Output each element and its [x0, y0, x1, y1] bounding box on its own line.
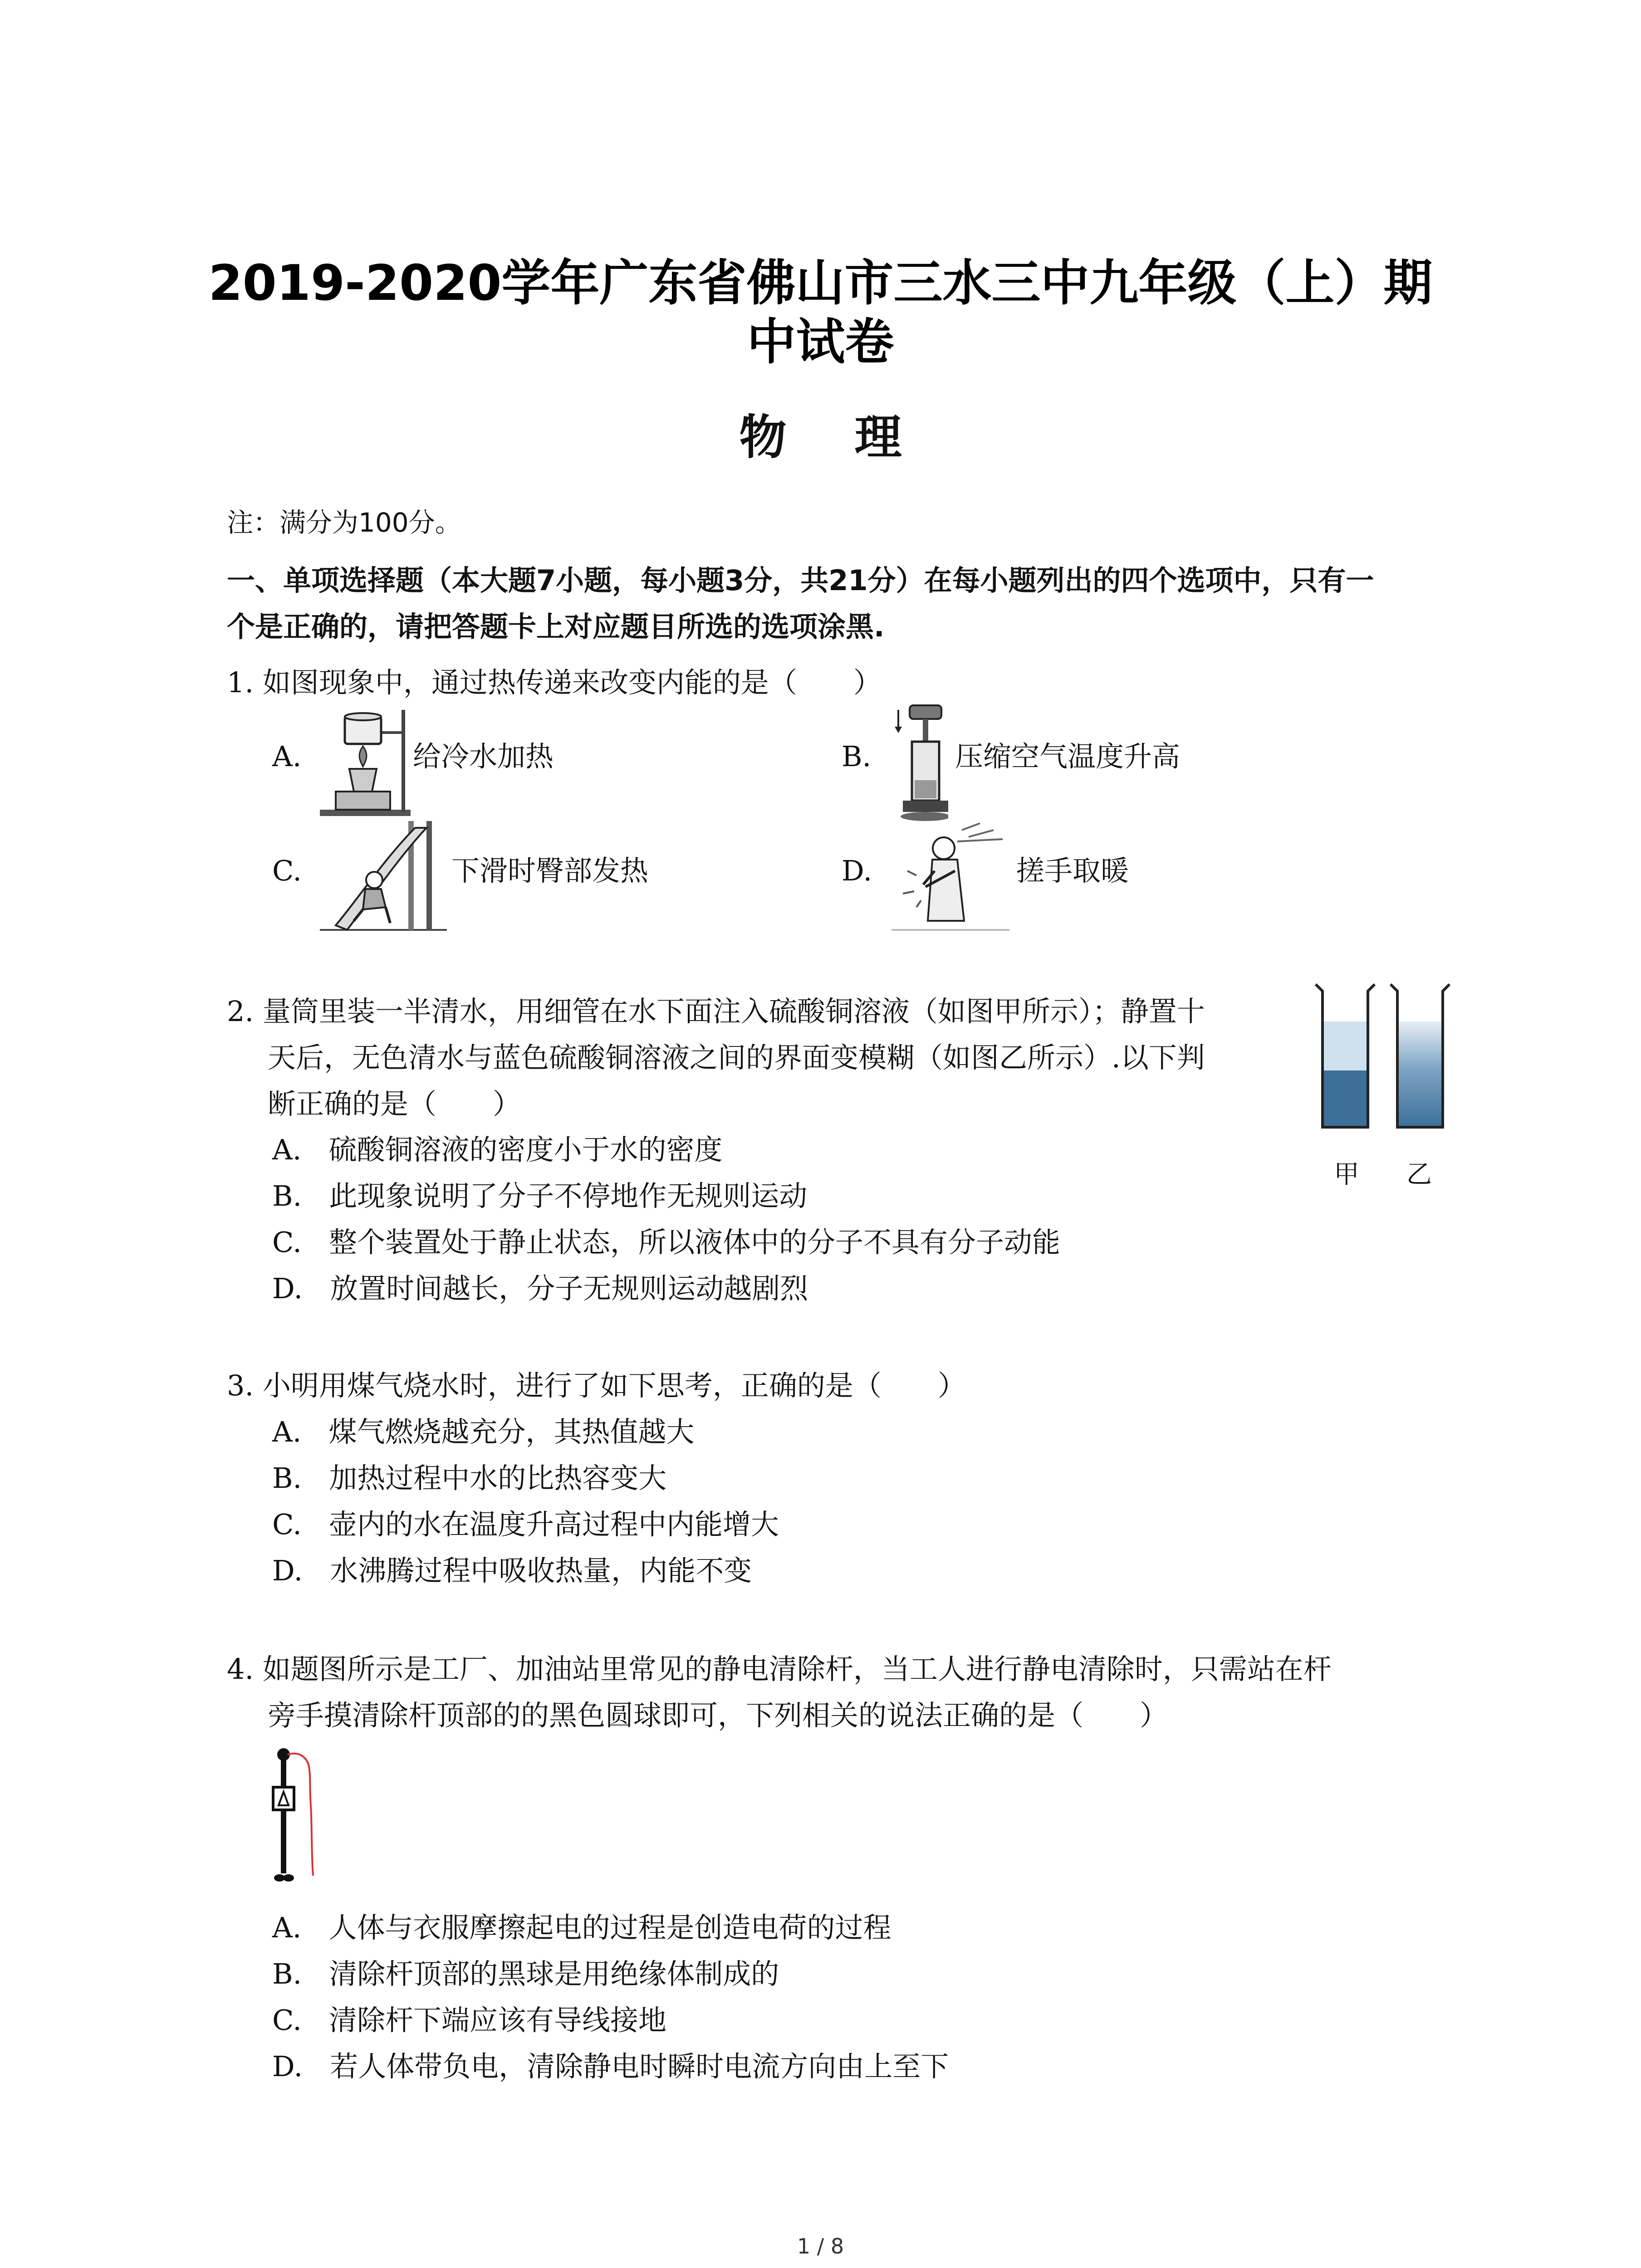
q4-option-d-text: 若人体带负电，清除静电时瞬时电流方向由上至下 — [330, 2050, 949, 2083]
q2-option-b-text: 此现象说明了分子不停地作无规则运动 — [329, 1179, 808, 1212]
q2-figure-measuring-cylinders — [1311, 980, 1461, 1152]
q2-option-a-label: A. — [272, 1133, 302, 1166]
q2-option-c — [272, 1224, 1060, 1261]
q2-option-c-label: C. — [272, 1226, 302, 1259]
q3-option-c-label: C. — [272, 1508, 302, 1541]
q4-option-b-text: 清除杆顶部的黑球是用绝缘体制成的 — [329, 1957, 779, 1990]
page-number: 1 / 8 — [797, 2234, 844, 2258]
q3-option-b-label: B. — [272, 1461, 302, 1495]
q4-figure-static-discharge-rod — [268, 1746, 331, 1892]
q2-option-d-label: D. — [272, 1272, 303, 1305]
q2-option-d-text: 放置时间越长，分子无规则运动越剧烈 — [330, 1272, 808, 1305]
question-3-stem: 3. 小明用煤气烧水时，进行了如下思考，正确的是（ ） — [227, 1369, 966, 1402]
q4-option-a — [272, 1910, 892, 1946]
q4-option-b-label: B. — [272, 1957, 302, 1990]
question-4-stem-line1: 4. 如题图所示是工厂、加油站里常见的静电清除杆，当工人进行静电清除时，只需站在杆 — [227, 1652, 1332, 1686]
q2-option-b — [272, 1178, 807, 1214]
q2-option-a — [272, 1132, 723, 1168]
q3-option-a-label: A. — [272, 1415, 302, 1448]
tube-label-yi: 乙 — [1406, 1160, 1432, 1189]
section-heading-line1: 一、单项选择题（本大题7小题，每小题3分，共21分）在每小题列出的四个选项中，只有一 — [227, 564, 1374, 597]
q1-figure-d-rubbing-hands — [889, 816, 1012, 934]
q3-option-d — [272, 1553, 752, 1589]
q2-option-a-text: 硫酸铜溶液的密度小于水的密度 — [328, 1133, 723, 1166]
q2-option-d — [272, 1271, 808, 1307]
q4-option-c — [272, 2002, 666, 2038]
q1-option-d-text: 搓手取暖 — [1016, 854, 1129, 887]
cylinder-yi — [1391, 984, 1450, 1127]
question-2-stem-line1: 2. 量筒里装一半清水，用细管在水下面注入硫酸铜溶液（如图甲所示）；静置十 — [227, 995, 1205, 1028]
q1-option-a-label: A. — [272, 740, 302, 773]
q4-option-c-text: 清除杆下端应该有导线接地 — [328, 2004, 666, 2037]
q1-option-a-text: 给冷水加热 — [413, 740, 554, 773]
q4-option-b — [272, 1956, 779, 1992]
q3-option-b-text: 加热过程中水的比热容变大 — [329, 1461, 667, 1495]
q1-figure-c-slide — [318, 816, 449, 934]
question-1-stem: 1. 如图现象中，通过热传递来改变内能的是（ ） — [227, 666, 882, 699]
q1-option-c-text: 下滑时臀部发热 — [451, 854, 649, 887]
q4-option-c-label: C. — [272, 2004, 302, 2037]
cylinder-jia — [1316, 984, 1375, 1127]
q3-option-a — [272, 1414, 695, 1450]
subject-heading: 物理 — [739, 410, 970, 465]
q2-option-c-text: 整个装置处于静止状态，所以液体中的分子不具有分子动能 — [328, 1226, 1060, 1259]
q3-option-d-label: D. — [272, 1554, 303, 1587]
exam-title-line2: 中试卷 — [747, 314, 894, 371]
question-4-stem-line2: 旁手摸清除杆顶部的的黑色圆球即可，下列相关的说法正确的是（ ） — [268, 1699, 1168, 1732]
q1-figure-a-heating-water — [318, 701, 413, 819]
q1-option-d-label: D. — [842, 854, 872, 887]
section-heading-line2: 个是正确的，请把答题卡上对应题目所选的选项涂黑. — [227, 610, 885, 643]
q1-figure-b-air-compression — [889, 703, 948, 823]
q3-option-d-text: 水沸腾过程中吸收热量，内能不变 — [330, 1554, 752, 1587]
q1-option-b-text: 压缩空气温度升高 — [955, 740, 1181, 773]
q3-option-b — [272, 1460, 666, 1496]
score-note: 注：满分为100分。 — [227, 507, 461, 538]
question-2-stem-line3: 断正确的是（ ） — [268, 1087, 521, 1120]
q3-option-a-text: 煤气燃烧越充分，其热值越大 — [328, 1415, 695, 1448]
exam-title-line1: 2019-2020学年广东省佛山市三水三中九年级（上）期 — [208, 255, 1433, 312]
q4-option-d-label: D. — [272, 2050, 303, 2083]
q4-option-a-text: 人体与衣服摩擦起电的过程是创造电荷的过程 — [328, 1911, 892, 1944]
tube-label-jia: 甲 — [1334, 1160, 1359, 1189]
q1-option-b-label: B. — [842, 740, 872, 773]
q1-option-c-label: C. — [272, 854, 302, 887]
question-2-stem-line2: 天后，无色清水与蓝色硫酸铜溶液之间的界面变模糊（如图乙所示）.以下判 — [268, 1041, 1205, 1074]
q3-option-c — [272, 1506, 779, 1543]
q2-option-b-label: B. — [272, 1179, 302, 1212]
q4-option-a-label: A. — [272, 1911, 302, 1944]
q4-option-d — [272, 2048, 949, 2085]
q3-option-c-text: 壶内的水在温度升高过程中内能增大 — [328, 1508, 779, 1541]
